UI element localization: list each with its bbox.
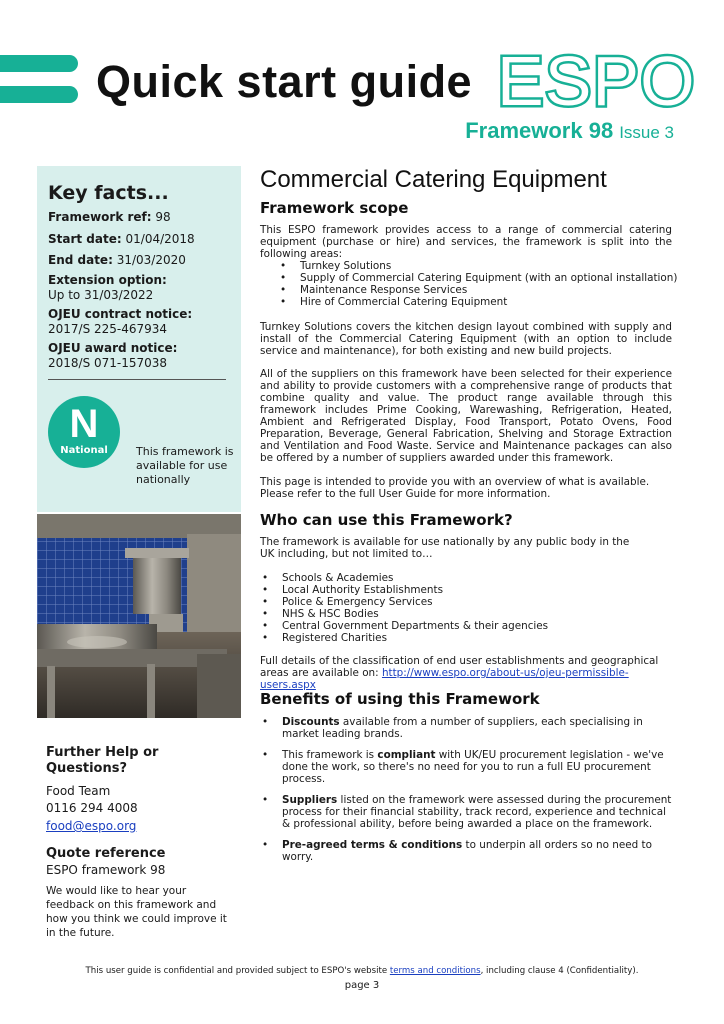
brand-stripe-top <box>0 55 78 72</box>
fact-extension: Extension option: Up to 31/03/2022 <box>48 273 167 302</box>
scope-heading: Framework scope <box>260 199 409 217</box>
scope-list <box>278 260 677 308</box>
quote-section <box>46 846 236 940</box>
help-team: Food Team <box>46 784 111 798</box>
overview-paragraph: This page is intended to provide you with an overview of what is available. Please refer to the full User Guide for more information. <box>260 476 650 500</box>
kitchen-photo-image <box>37 514 241 718</box>
fact-ojeu-award: OJEU award notice: 2018/S 071-157038 <box>48 341 178 370</box>
list-item: • Police & Emergency Services <box>260 596 548 608</box>
footer-note: This user guide is confidential and provided subject to ESPO's website terms and conditions, including clause 4 (Confidentiality). <box>85 966 639 976</box>
benefits-heading: Benefits of using this Framework <box>260 690 540 708</box>
list-item: • Central Government Departments & their agencies <box>260 620 548 632</box>
national-badge-icon <box>48 396 120 468</box>
list-item: • Hire of Commercial Catering Equipment <box>278 296 677 308</box>
benefit-item: • Pre-agreed terms & conditions to underpin all orders so no need to worry. <box>260 839 672 863</box>
page-title: Quick start guide <box>96 56 473 107</box>
key-facts-heading: Key facts... <box>48 182 169 204</box>
permissible-users-link[interactable]: http://www.espo.org/about-us/ojeu-permissible-users.aspx <box>260 667 629 691</box>
help-heading: Further Help or Questions? <box>46 745 159 776</box>
framework-number: Framework 98 <box>465 118 614 143</box>
brand-stripe-bottom <box>0 86 78 103</box>
benefit-item: • Suppliers listed on the framework were assessed during the procurement process for their financial stability, track record, experience and technical & professional ability, before being awarded a place on the framework. <box>260 794 672 830</box>
list-item: • Turnkey Solutions <box>278 260 677 272</box>
page-number: page 3 <box>344 980 380 991</box>
fact-ojeu-contract: OJEU contract notice: 2017/S 225-467934 <box>48 307 193 336</box>
list-item: • Supply of Commercial Catering Equipment (with an optional installation) <box>278 272 677 284</box>
badge-letter: N <box>69 402 99 446</box>
issue-number: Issue 3 <box>619 123 674 142</box>
suppliers-paragraph: All of the suppliers on this framework have been selected for their experience and ability to provide customers with a comprehensive range of products that combine quality and value. The product range available through this framework includes Prime Cooking, Warewashing, Refrigeration, Heated, Ambient and Refrigerated Display, Food Transport, Potato Ovens, Food Preparation, Beverage, General Fabrication, Shelving and Storage Extraction and Ventilation and Food Waste. Service and Maintenance packages can also be offered by a number of suppliers awarded under this framework. <box>260 368 672 464</box>
kitchen-photo <box>37 514 241 718</box>
help-email-link[interactable]: food@espo.org <box>46 819 137 833</box>
feedback-text: We would like to hear your feedback on this framework and how you think we could improve it in the future. <box>46 885 227 939</box>
turnkey-paragraph: Turnkey Solutions covers the kitchen design layout combined with supply and install of the Commercial Catering Equipment (with an option to include service and maintenance), for both existing and new build projects. <box>260 321 672 357</box>
benefits-list <box>260 716 672 872</box>
scope-intro: This ESPO framework provides access to a range of commercial catering equipment (purchase or hire) and services, the framework is split into the following areas: <box>260 224 672 260</box>
badge-label: National <box>60 445 108 456</box>
list-item: • Local Authority Establishments <box>260 584 548 596</box>
who-details: Full details of the classification of end user establishments and geographical areas are available on: http://www.espo.org/about-us/ojeu-permissible-users.aspx <box>260 655 659 691</box>
who-list <box>260 572 548 644</box>
benefit-item: • Discounts available from a number of suppliers, each specialising in market leading brands. <box>260 716 672 740</box>
list-item: • NHS & HSC Bodies <box>260 608 548 620</box>
fact-framework-ref: Framework ref: 98 <box>48 210 171 224</box>
help-phone: 0116 294 4008 <box>46 801 138 815</box>
quote-value: ESPO framework 98 <box>46 863 166 877</box>
list-item: • Registered Charities <box>260 632 548 644</box>
national-availability-text: This framework is available for use nationally <box>136 445 234 486</box>
who-heading: Who can use this Framework? <box>260 511 513 529</box>
framework-heading <box>465 118 674 144</box>
terms-link[interactable]: terms and conditions <box>389 966 481 976</box>
list-item: • Maintenance Response Services <box>278 284 677 296</box>
quote-heading: Quote reference <box>46 846 166 861</box>
help-section <box>46 745 236 835</box>
fact-start-date: Start date: 01/04/2018 <box>48 232 195 246</box>
section-title: Commercial Catering Equipment <box>260 166 607 193</box>
fact-end-date: End date: 31/03/2020 <box>48 253 186 267</box>
benefit-item: • This framework is compliant with UK/EU procurement legislation - we've done the work, so there's no need for you to run a full EU procurement process. <box>260 749 672 785</box>
espo-logo: ESPO <box>497 42 696 120</box>
divider <box>48 379 226 380</box>
list-item: • Schools & Academies <box>260 572 548 584</box>
who-intro: The framework is available for use nationally by any public body in the UK including, but not limited to… <box>260 536 630 560</box>
